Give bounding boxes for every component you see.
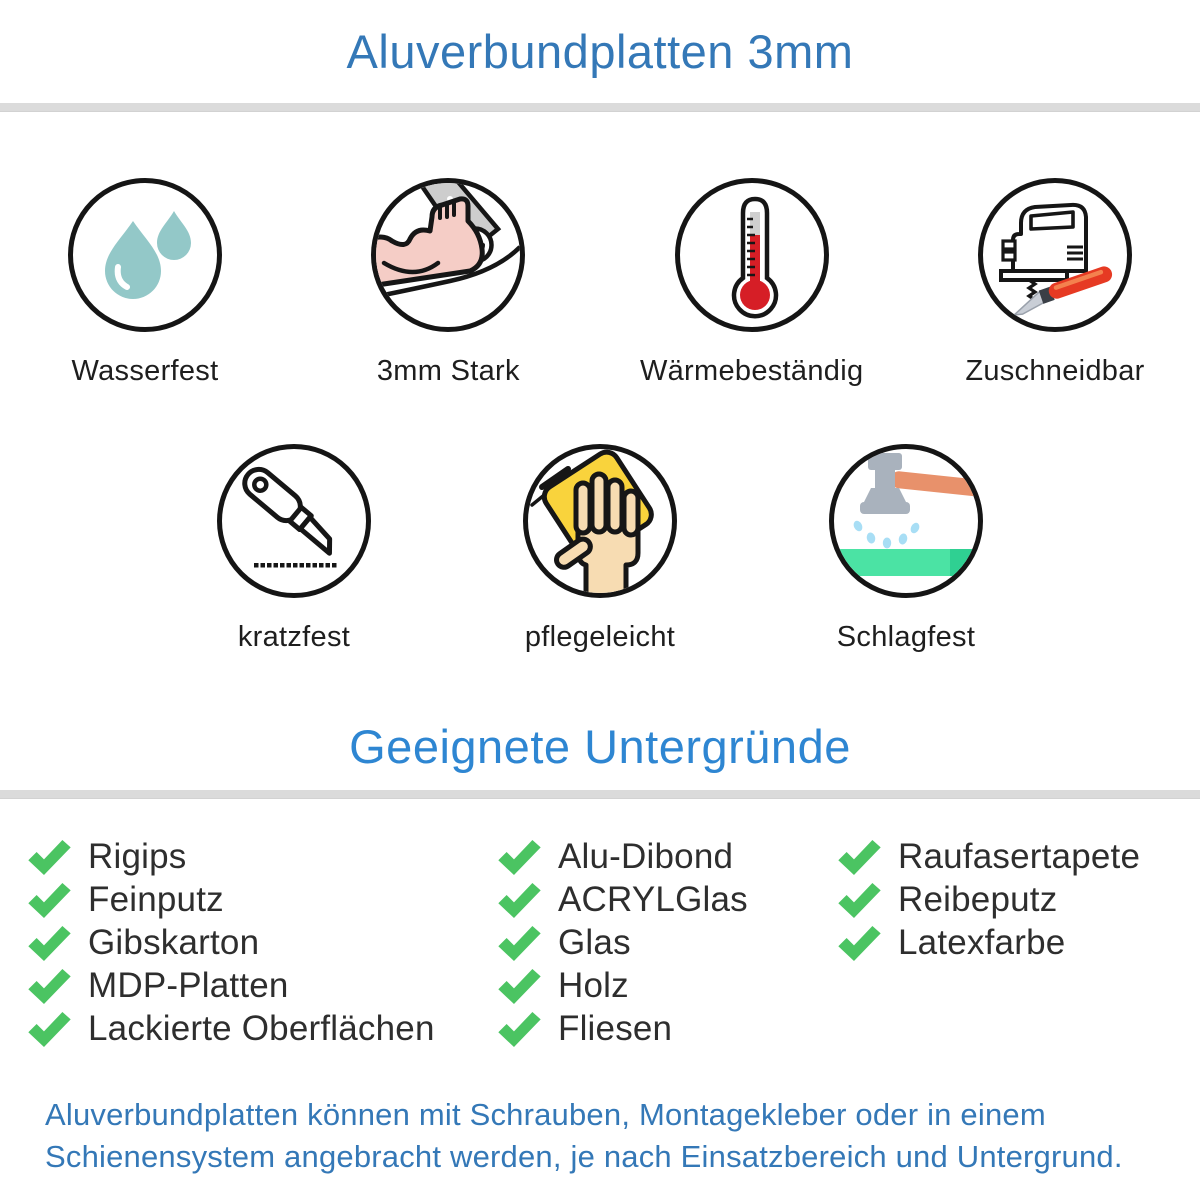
features-row-2 bbox=[0, 444, 1200, 654]
check-icon bbox=[838, 883, 881, 918]
substrate-label: Alu-Dibond bbox=[558, 837, 734, 876]
list-item bbox=[498, 923, 838, 963]
feature-label-waermebestaendig: Wärmebeständig bbox=[639, 355, 864, 387]
check-icon bbox=[498, 883, 541, 918]
substrate-label: Latexfarbe bbox=[898, 923, 1066, 962]
list-item bbox=[838, 837, 1200, 877]
substrates-column-2 bbox=[498, 837, 838, 1052]
check-icon bbox=[28, 840, 71, 875]
water-drops-icon bbox=[68, 178, 222, 332]
feature-label-zuschneidbar: Zuschneidbar bbox=[965, 355, 1145, 387]
check-icon bbox=[838, 926, 881, 961]
check-icon bbox=[498, 926, 541, 961]
list-item bbox=[838, 880, 1200, 920]
thermometer-icon bbox=[675, 178, 829, 332]
check-icon bbox=[28, 969, 71, 1004]
mounting-note-line1: Aluverbundplatten können mit Schrauben, Montagekleber oder in einem bbox=[45, 1097, 1046, 1132]
muscle-arm-icon bbox=[371, 178, 525, 332]
check-icon bbox=[28, 1012, 71, 1047]
check-icon bbox=[498, 840, 541, 875]
substrates-column-3 bbox=[838, 837, 1200, 1052]
mounting-note-line2: Schienensystem angebracht werden, je nach Einsatzbereich und Untergrund. bbox=[45, 1139, 1123, 1174]
feature-schlagfest bbox=[801, 444, 1011, 654]
list-item bbox=[28, 966, 498, 1006]
substrates-heading: Geeignete Untergründe bbox=[349, 720, 851, 773]
substrates-list bbox=[0, 799, 1200, 1052]
check-icon bbox=[28, 883, 71, 918]
list-item bbox=[498, 880, 838, 920]
feature-zuschneidbar bbox=[950, 178, 1160, 388]
list-item bbox=[28, 923, 498, 963]
check-icon bbox=[498, 1012, 541, 1047]
substrate-label: Gibskarton bbox=[88, 923, 260, 962]
substrate-label: MDP-Platten bbox=[88, 966, 289, 1005]
substrate-label: Reibeputz bbox=[898, 880, 1058, 919]
feature-wasserfest bbox=[40, 178, 250, 388]
feature-label-kratzfest: kratzfest bbox=[237, 621, 351, 653]
check-icon bbox=[498, 969, 541, 1004]
divider-top bbox=[0, 103, 1200, 112]
check-icon bbox=[838, 840, 881, 875]
substrate-label: Feinputz bbox=[88, 880, 224, 919]
substrate-label: ACRYLGlas bbox=[558, 880, 748, 919]
list-item bbox=[28, 837, 498, 877]
list-item bbox=[498, 837, 838, 877]
feature-label-pflegeleicht: pflegeleicht bbox=[524, 621, 676, 653]
list-item bbox=[28, 880, 498, 920]
substrate-label: Raufasertapete bbox=[898, 837, 1141, 876]
jigsaw-icon bbox=[978, 178, 1132, 332]
utility-knife-icon bbox=[217, 444, 371, 598]
check-icon bbox=[28, 926, 71, 961]
feature-label-3mm-stark: 3mm Stark bbox=[376, 355, 520, 387]
substrate-label: Lackierte Oberflächen bbox=[88, 1009, 435, 1048]
substrate-label: Glas bbox=[558, 923, 631, 962]
features-row-1 bbox=[0, 178, 1200, 388]
divider-middle bbox=[0, 790, 1200, 799]
feature-waermebestaendig bbox=[639, 178, 864, 388]
feature-kratzfest bbox=[189, 444, 399, 654]
list-item bbox=[838, 923, 1200, 963]
substrate-label: Rigips bbox=[88, 837, 187, 876]
feature-label-wasserfest: Wasserfest bbox=[71, 355, 219, 387]
list-item bbox=[498, 1009, 838, 1049]
substrate-label: Holz bbox=[558, 966, 629, 1005]
mounting-note bbox=[45, 1094, 1200, 1178]
cleaning-hand-icon bbox=[523, 444, 677, 598]
feature-label-schlagfest: Schlagfest bbox=[836, 621, 976, 653]
substrates-column-1 bbox=[28, 837, 498, 1052]
feature-3mm-stark bbox=[343, 178, 553, 388]
feature-pflegeleicht bbox=[495, 444, 705, 654]
page-title: Aluverbundplatten 3mm bbox=[346, 25, 854, 78]
hammer-icon bbox=[829, 444, 983, 598]
list-item bbox=[28, 1009, 498, 1049]
list-item bbox=[498, 966, 838, 1006]
substrate-label: Fliesen bbox=[558, 1009, 673, 1048]
